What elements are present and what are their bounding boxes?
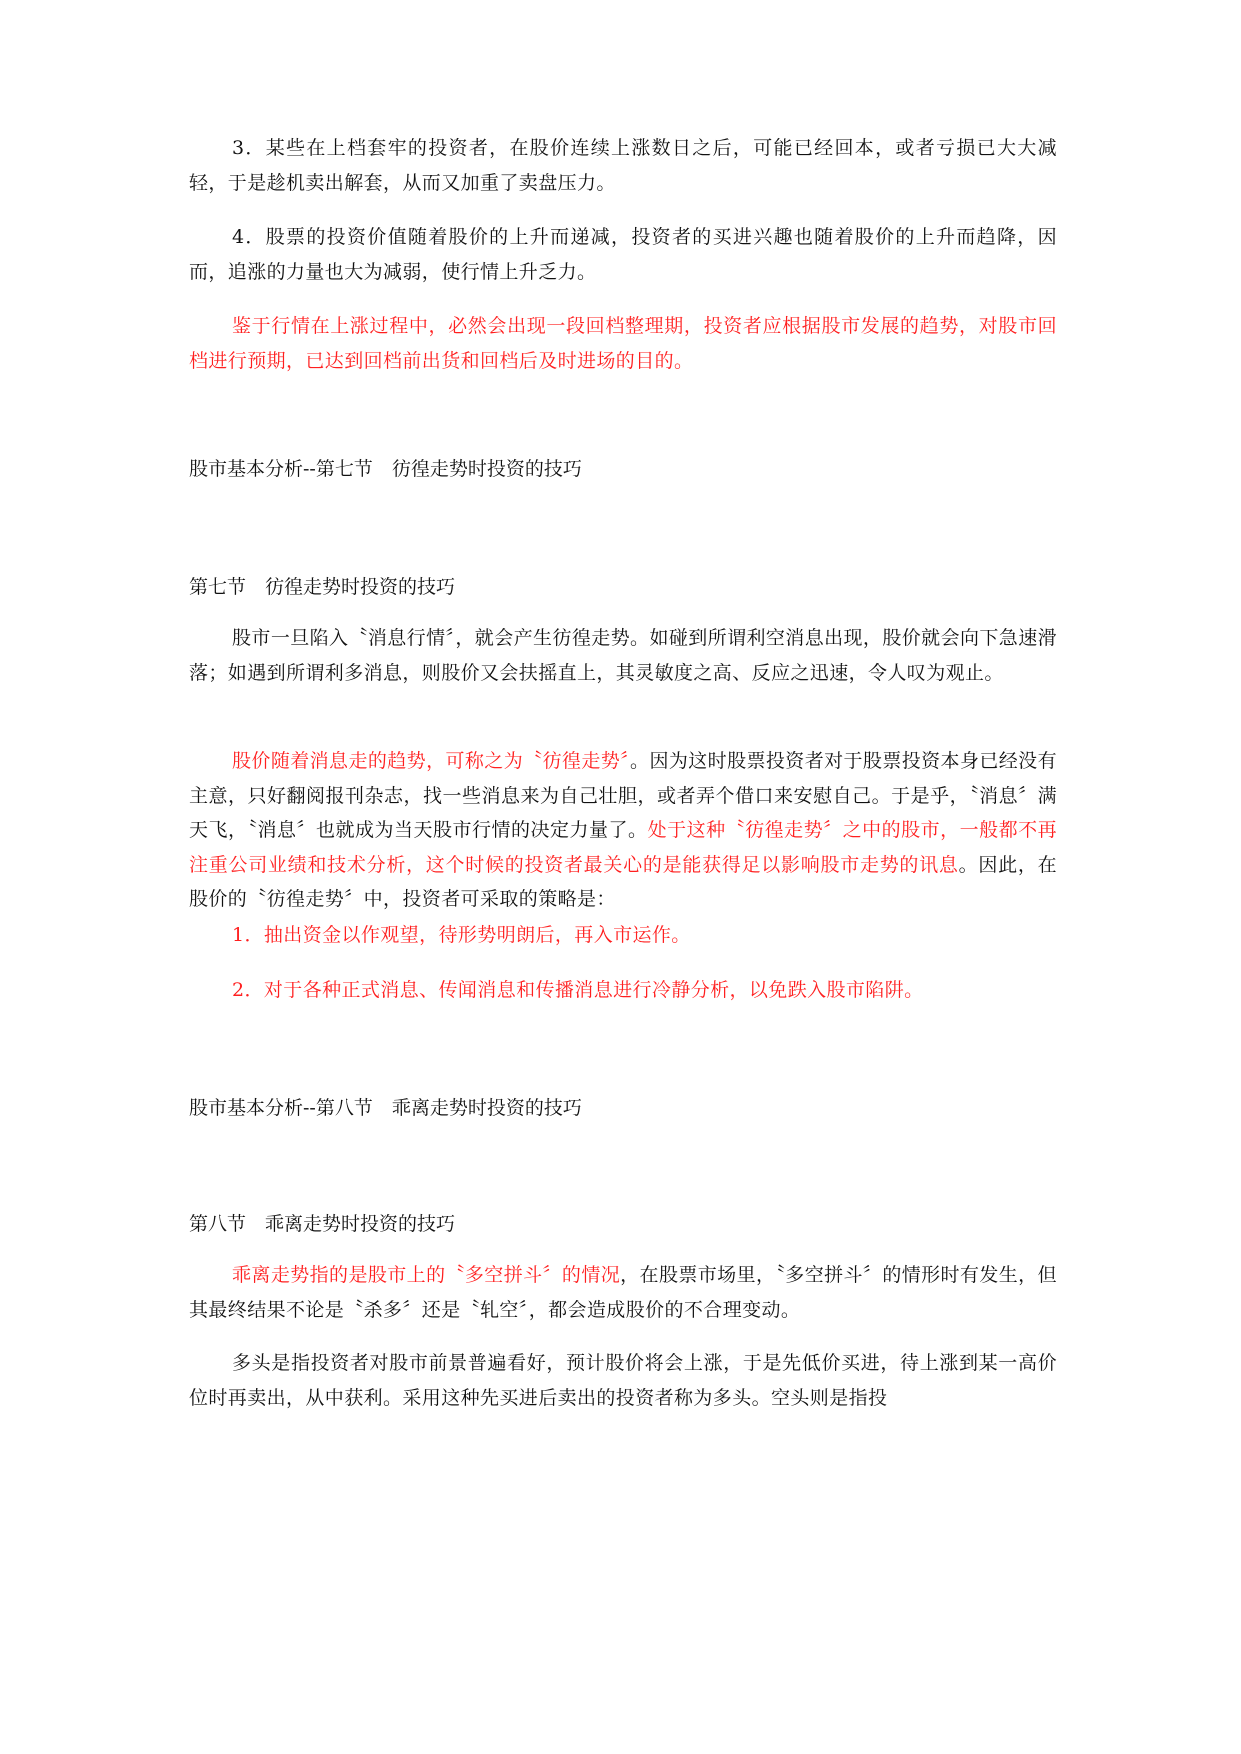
- body-text: 。因为这时股票投资者对于股票投资本身已经没有主意，只好翻阅报刊杂志，找一些消息来为自己壮胆，或者弄个借口来安慰自己。于是乎，〝消息〞满天飞，〝消息〞也就成为当天股市行情的决定力量了。: [189, 750, 1057, 841]
- paragraph-bulls: 多头是指投资者对股市前景普遍看好，预计股价将会上涨，于是先低价买进，待上涨到某一高价位时再卖出，从中获利。采用这种先买进后卖出的投资者称为多头。空头则是指投: [189, 1352, 1057, 1409]
- paragraph-point-3: 3．某些在上档套牢的投资者，在股价连续上涨数日之后，可能已经回本，或者亏损已大大减轻，于是趁机卖出解套，从而又加重了卖盘压力。: [189, 137, 1057, 194]
- highlight-text: 处于这种〝彷徨走势〞之中的股市，一般都不再注重公司业绩和技术分析，这个时候的投资者最关心的是能获得足以影响股市走势的讯息: [189, 819, 1058, 876]
- strategy-item-1: 1．抽出资金以作观望，待形势明朗后，再入市运作。: [232, 924, 691, 946]
- paragraph-news-market: 股市一旦陷入〝消息行情〞，就会产生彷徨走势。如碰到所谓利空消息出现，股价就会向下急速滑落；如遇到所谓利多消息，则股价又会扶摇直上，其灵敏度之高、反应之迅速，令人叹为观止。: [189, 627, 1057, 684]
- paragraph-divergence: [189, 1258, 1057, 1327]
- paragraph-point-4: 4．股票的投资价值随着股价的上升而递减，投资者的买进兴趣也随着股价的上升而趋降，因而，追涨的力量也大为减弱，使行情上升乏力。: [189, 226, 1057, 283]
- section-title-7: 股市基本分析--第七节 彷徨走势时投资的技巧: [189, 458, 582, 480]
- paragraph-conclusion: 鉴于行情在上涨过程中，必然会出现一段回档整理期，投资者应根据股市发展的趋势，对股市回档进行预期，已达到回档前出货和回档后及时进场的目的。: [189, 315, 1057, 372]
- strategy-item-2: 2．对于各种正式消息、传闻消息和传播消息进行冷静分析，以免跌入股市陷阱。: [232, 979, 924, 1001]
- paragraph-hesitant-trend: [189, 744, 1057, 917]
- section-title-8: 股市基本分析--第八节 乖离走势时投资的技巧: [189, 1097, 582, 1119]
- body-text: 。因此，在股价的〝彷徨走势〞中，投资者可采取的策略是：: [189, 853, 1057, 910]
- body-text: ，在股票市场里，〝多空拼斗〞的情形时有发生，但其最终结果不论是〝杀多〞还是〝轧空〞，都会造成股价的不合理变动。: [189, 1264, 1057, 1321]
- highlight-text: 股价随着消息走的趋势，可称之为〝彷徨走势〞: [232, 750, 631, 772]
- section-heading-8: 第八节 乖离走势时投资的技巧: [189, 1213, 456, 1235]
- section-heading-7: 第七节 彷徨走势时投资的技巧: [189, 576, 456, 598]
- highlight-text: 乖离走势指的是股市上的〝多空拼斗〞的情况: [232, 1264, 621, 1286]
